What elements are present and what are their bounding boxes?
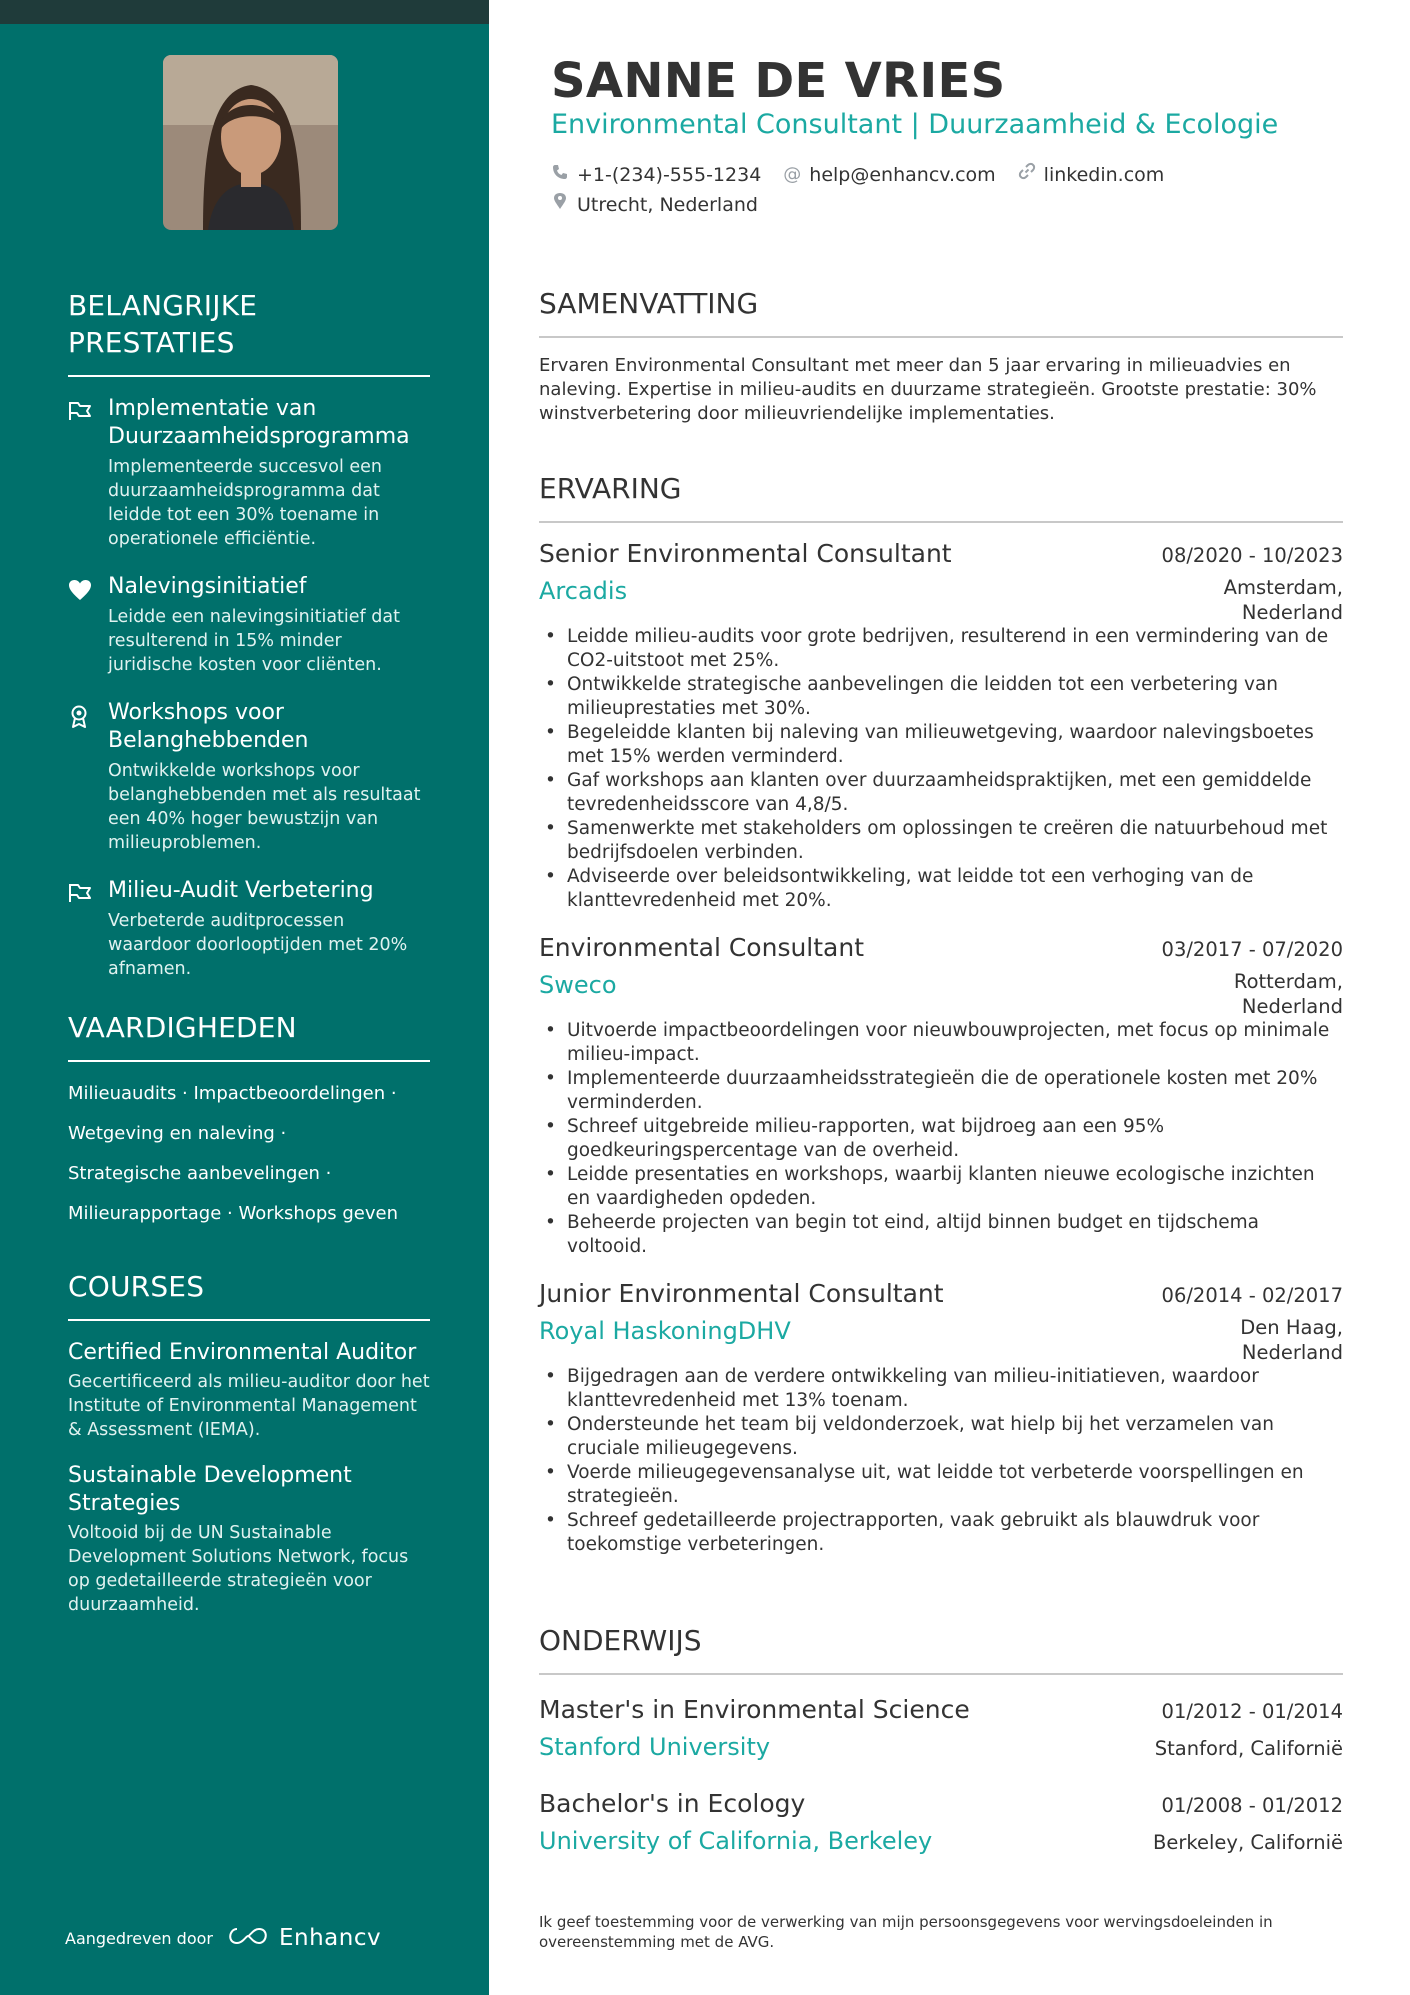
education-entry	[539, 1693, 1343, 1763]
powered-by-label: Aangedreven door	[65, 1928, 213, 1948]
achievement-title: Nalevingsinitiatief	[108, 574, 307, 599]
summary-section	[539, 286, 1343, 426]
skills-heading: VAARDIGHEDEN	[68, 1009, 430, 1062]
sidebar-top-bar	[0, 0, 489, 24]
flag-icon	[68, 395, 108, 551]
job-bullets	[539, 1365, 1343, 1557]
achievement-item	[68, 699, 430, 855]
location-text: Utrecht, Nederland	[577, 194, 758, 216]
award-icon	[68, 699, 108, 855]
skills-line: Milieurapportage · Workshops geven	[68, 1203, 399, 1224]
skills-line: Milieuaudits · Impactbeoordelingen ·	[68, 1083, 397, 1104]
consent-note: Ik geef toestemming voor de verwerking van mijn persoonsgegevens voor wervingsdoeleinden in overeenstemming met de AVG.	[539, 1913, 1273, 1951]
job-entry	[539, 537, 1343, 913]
school-name: University of California, Berkeley	[539, 1827, 933, 1855]
achievement-title: Milieu-Audit Verbetering	[108, 878, 374, 903]
job-bullet: • Uitvoerde impactbeoordelingen voor nieuwbouwprojecten, met focus op minimale milieu-impact.	[539, 1019, 1343, 1067]
job-bullet: • Adviseerde over beleidsontwikkeling, wat leidde tot een verhoging van de klanttevredenheid met 20%.	[539, 865, 1343, 913]
job-bullet: • Implementeerde duurzaamheidsstrategieën die de operationele kosten met 20% verminderden.	[539, 1067, 1343, 1115]
job-title: Senior Environmental Consultant	[539, 539, 952, 568]
location-contact	[551, 190, 758, 220]
skills-line: Strategische aanbevelingen ·	[68, 1163, 332, 1184]
job-bullet: • Gaf workshops aan klanten over duurzaamheidspraktijken, met een gemiddelde tevredenheidsscore van 4,8/5.	[539, 769, 1343, 817]
job-bullet: • Leidde milieu-audits voor grote bedrijven, resulterend in een vermindering van de CO2-uitstoot met 25%.	[539, 625, 1343, 673]
company-name: Royal HaskoningDHV	[539, 1317, 791, 1345]
flag-icon	[68, 877, 108, 981]
email-contact[interactable]	[783, 160, 995, 190]
link-icon	[1018, 160, 1036, 190]
education-heading: ONDERWIJS	[539, 1623, 1343, 1675]
linkedin-text: linkedin.com	[1043, 164, 1165, 186]
school-name: Stanford University	[539, 1733, 771, 1761]
achievement-desc: Leidde een nalevingsinitiatief dat resulterend in 15% minder juridische kosten voor cliënten.	[108, 607, 400, 675]
at-icon: @	[783, 164, 802, 185]
summary-text: Ervaren Environmental Consultant met meer dan 5 jaar ervaring in milieuadvies en naleving. Expertise in milieu-audits en duurzame strategieën. Grootste prestatie: 30% winstverbetering door milieuvriendelijke implementaties.	[539, 355, 1317, 424]
phone-contact[interactable]	[551, 160, 761, 190]
job-bullet: • Ondersteunde het team bij veldonderzoek, wat hielp bij het verzamelen van cruciale milieugegevens.	[539, 1413, 1343, 1461]
job-bullet: • Bijgedragen aan de verdere ontwikkeling van milieu-initiatieven, waardoor klanttevredenheid met 13% toenam.	[539, 1365, 1343, 1413]
education-date: 01/2012 - 01/2014	[1161, 1700, 1343, 1723]
education-date: 01/2008 - 01/2012	[1161, 1794, 1343, 1817]
achievement-desc: Ontwikkelde workshops voor belanghebbenden met als resultaat een 40% hoger bewustzijn van milieuproblemen.	[108, 761, 421, 853]
summary-heading: SAMENVATTING	[539, 286, 1343, 338]
job-bullets	[539, 1019, 1343, 1259]
courses-heading: COURSES	[68, 1268, 430, 1321]
education-entry	[539, 1787, 1343, 1857]
location-pin-icon	[551, 190, 569, 220]
course-item	[68, 1339, 430, 1442]
job-bullet: • Ontwikkelde strategische aanbevelingen die leidden tot een verbetering van milieuprestaties met 30%.	[539, 673, 1343, 721]
job-date: 06/2014 - 02/2017	[1161, 1284, 1343, 1307]
job-location: Den Haag, Nederland	[1240, 1316, 1343, 1364]
phone-text: +1-(234)-555-1234	[577, 164, 762, 186]
achievements-heading: BELANGRIJKE PRESTATIES	[68, 287, 430, 377]
job-bullet: • Samenwerkte met stakeholders om oplossingen te creëren die natuurbehoud met bedrijfsdoelen verbinden.	[539, 817, 1343, 865]
achievement-item	[68, 395, 430, 551]
linkedin-contact[interactable]	[1018, 160, 1165, 190]
job-location: Rotterdam, Nederland	[1233, 970, 1343, 1018]
education-location: Berkeley, Californië	[1153, 1831, 1343, 1854]
brand-name: Enhancv	[278, 1925, 382, 1951]
degree-title: Bachelor's in Ecology	[539, 1789, 806, 1818]
job-bullet: • Schreef gedetailleerde projectrapporten, vaak gebruikt als blauwdruk voor toekomstige verbeteringen.	[539, 1509, 1343, 1557]
skills-section	[68, 1009, 430, 1234]
phone-icon	[551, 160, 569, 190]
job-bullet: • Voerde milieugegevensanalyse uit, wat leidde tot verbeterde voorspellingen en strategieën.	[539, 1461, 1343, 1509]
achievement-title: Implementatie van Duurzaamheidsprogramma	[108, 396, 410, 449]
job-title: Junior Environmental Consultant	[539, 1279, 944, 1308]
enhancv-logo-icon	[225, 1925, 271, 1951]
job-location: Amsterdam, Nederland	[1223, 576, 1343, 624]
achievement-item	[68, 573, 430, 677]
achievement-desc: Implementeerde succesvol een duurzaamheidsprogramma dat leidde tot een 30% toename in operationele efficiëntie.	[108, 457, 383, 549]
job-bullet: • Begeleidde klanten bij naleving van milieuwetgeving, waardoor nalevingsboetes met 15% werden verminderd.	[539, 721, 1343, 769]
job-bullets	[539, 625, 1343, 913]
job-title: Environmental Consultant	[539, 933, 865, 962]
skills-list	[68, 1074, 430, 1234]
job-date: 08/2020 - 10/2023	[1161, 544, 1343, 567]
email-text: help@enhancv.com	[809, 164, 996, 186]
company-name: Sweco	[539, 971, 617, 999]
course-title: Certified Environmental Auditor	[68, 1340, 417, 1365]
heart-icon	[68, 573, 108, 677]
company-name: Arcadis	[539, 577, 628, 605]
courses-section	[68, 1268, 430, 1617]
education-location: Stanford, Californië	[1154, 1737, 1343, 1760]
job-bullet: • Leidde presentaties en workshops, waarbij klanten nieuwe ecologische inzichten en vaardigheden opdeden.	[539, 1163, 1343, 1211]
experience-section	[539, 471, 1343, 1557]
course-desc: Voltooid bij de UN Sustainable Development Solutions Network, focus op gedetailleerde strategieën voor duurzaamheid.	[68, 1523, 409, 1615]
education-section	[539, 1623, 1343, 1857]
job-entry	[539, 1277, 1343, 1557]
profile-photo	[163, 55, 338, 230]
achievement-desc: Verbeterde auditprocessen waardoor doorlooptijden met 20% afnamen.	[108, 911, 408, 979]
course-desc: Gecertificeerd als milieu-auditor door het Institute of Environmental Management & Assessment (IEMA).	[68, 1372, 430, 1440]
achievement-title: Workshops voor Belanghebbenden	[108, 700, 309, 753]
degree-title: Master's in Environmental Science	[539, 1695, 970, 1724]
candidate-name: SANNE DE VRIES	[551, 53, 1006, 109]
job-entry	[539, 931, 1343, 1259]
course-title: Sustainable Development Strategies	[68, 1463, 352, 1516]
sidebar	[0, 0, 489, 1995]
candidate-title: Environmental Consultant | Duurzaamheid & Ecologie	[551, 109, 1279, 140]
experience-heading: ERVARING	[539, 471, 1343, 523]
skills-line: Wetgeving en naleving ·	[68, 1123, 287, 1144]
course-item	[68, 1462, 430, 1617]
job-bullet: • Schreef uitgebreide milieu-rapporten, wat bijdroeg aan een 95% goedkeuringspercentage van de overheid.	[539, 1115, 1343, 1163]
powered-by[interactable]	[65, 1925, 381, 1951]
contact-info	[551, 160, 1164, 220]
job-bullet: • Beheerde projecten van begin tot eind, altijd binnen budget en tijdschema voltooid.	[539, 1211, 1343, 1259]
achievements-section	[68, 287, 430, 981]
job-date: 03/2017 - 07/2020	[1161, 938, 1343, 961]
achievement-item	[68, 877, 430, 981]
